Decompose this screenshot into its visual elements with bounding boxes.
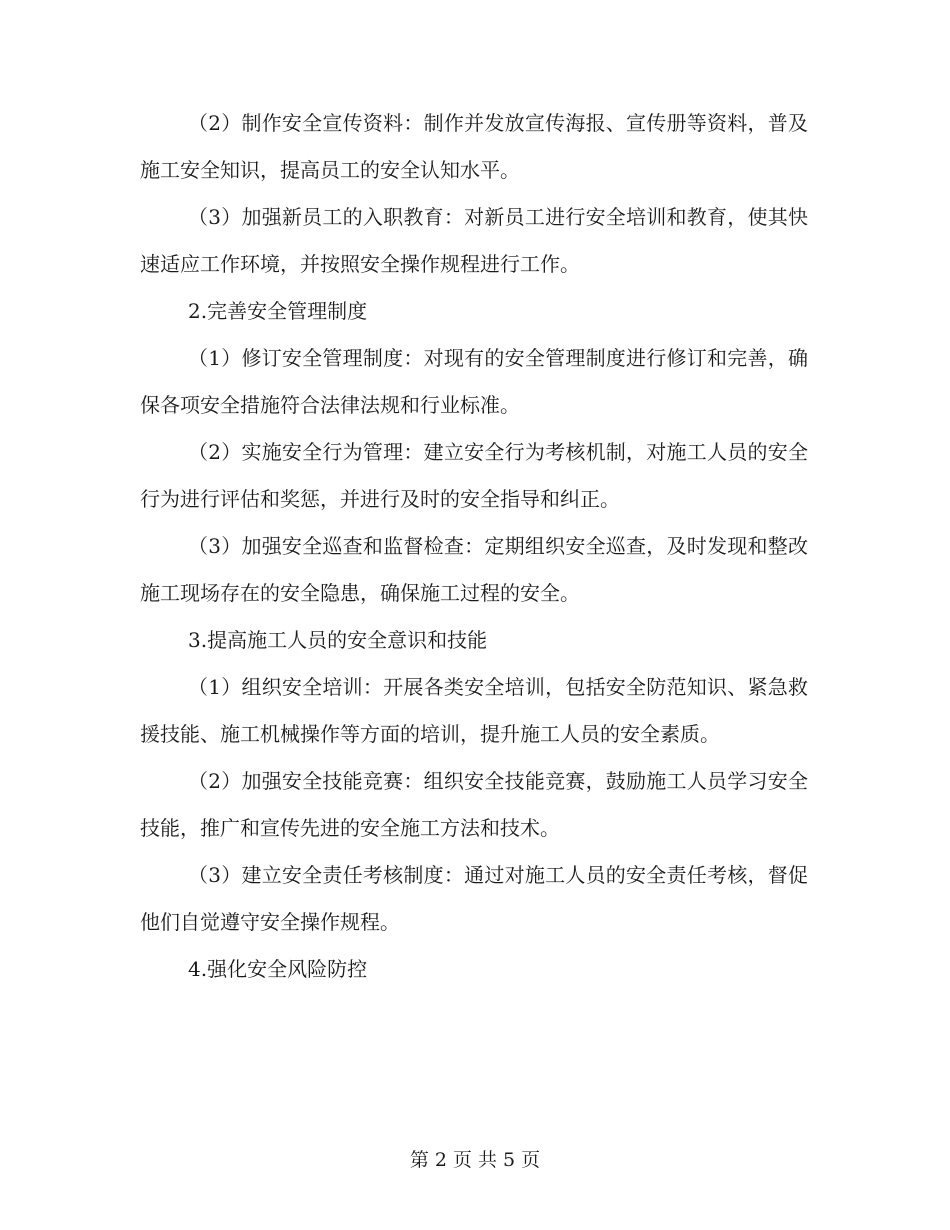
paragraph-inspection: （3）加强安全巡查和监督检查：定期组织安全巡查，及时发现和整改施工现场存在的安全隐患，确保施工过程的安全。 — [140, 534, 808, 605]
section-heading-2: 2.完善安全管理制度 — [188, 299, 368, 323]
paragraph-new-staff-education: （3）加强新员工的入职教育：对新员工进行安全培训和教育，使其快速适应工作环境，并按照安全操作规程进行工作。 — [140, 205, 808, 276]
document-body — [140, 100, 808, 993]
section-heading-4: 4.强化安全风险防控 — [188, 957, 368, 981]
paragraph-revise-system: （1）修订安全管理制度：对现有的安全管理制度进行修订和完善，确保各项安全措施符合法律法规和行业标准。 — [140, 346, 808, 417]
page-number-footer: 第 2 页 共 5 页 — [409, 1149, 541, 1171]
paragraph-safety-training: （1）组织安全培训：开展各类安全培训，包括安全防范知识、紧急救援技能、施工机械操作等方面的培训，提升施工人员的安全素质。 — [140, 675, 808, 746]
paragraph-behavior-management: （2）实施安全行为管理：建立安全行为考核机制，对施工人员的安全行为进行评估和奖惩，并进行及时的安全指导和纠正。 — [140, 440, 808, 511]
paragraph-promo-materials: （2）制作安全宣传资料：制作并发放宣传海报、宣传册等资料，普及施工安全知识，提高员工的安全认知水平。 — [140, 111, 808, 182]
paragraph-skills-competition: （2）加强安全技能竞赛：组织安全技能竞赛，鼓励施工人员学习安全技能，推广和宣传先进的安全施工方法和技术。 — [140, 769, 808, 840]
section-heading-3: 3.提高施工人员的安全意识和技能 — [188, 628, 488, 652]
paragraph-responsibility-assessment: （3）建立安全责任考核制度：通过对施工人员的安全责任考核，督促他们自觉遵守安全操作规程。 — [140, 863, 808, 934]
